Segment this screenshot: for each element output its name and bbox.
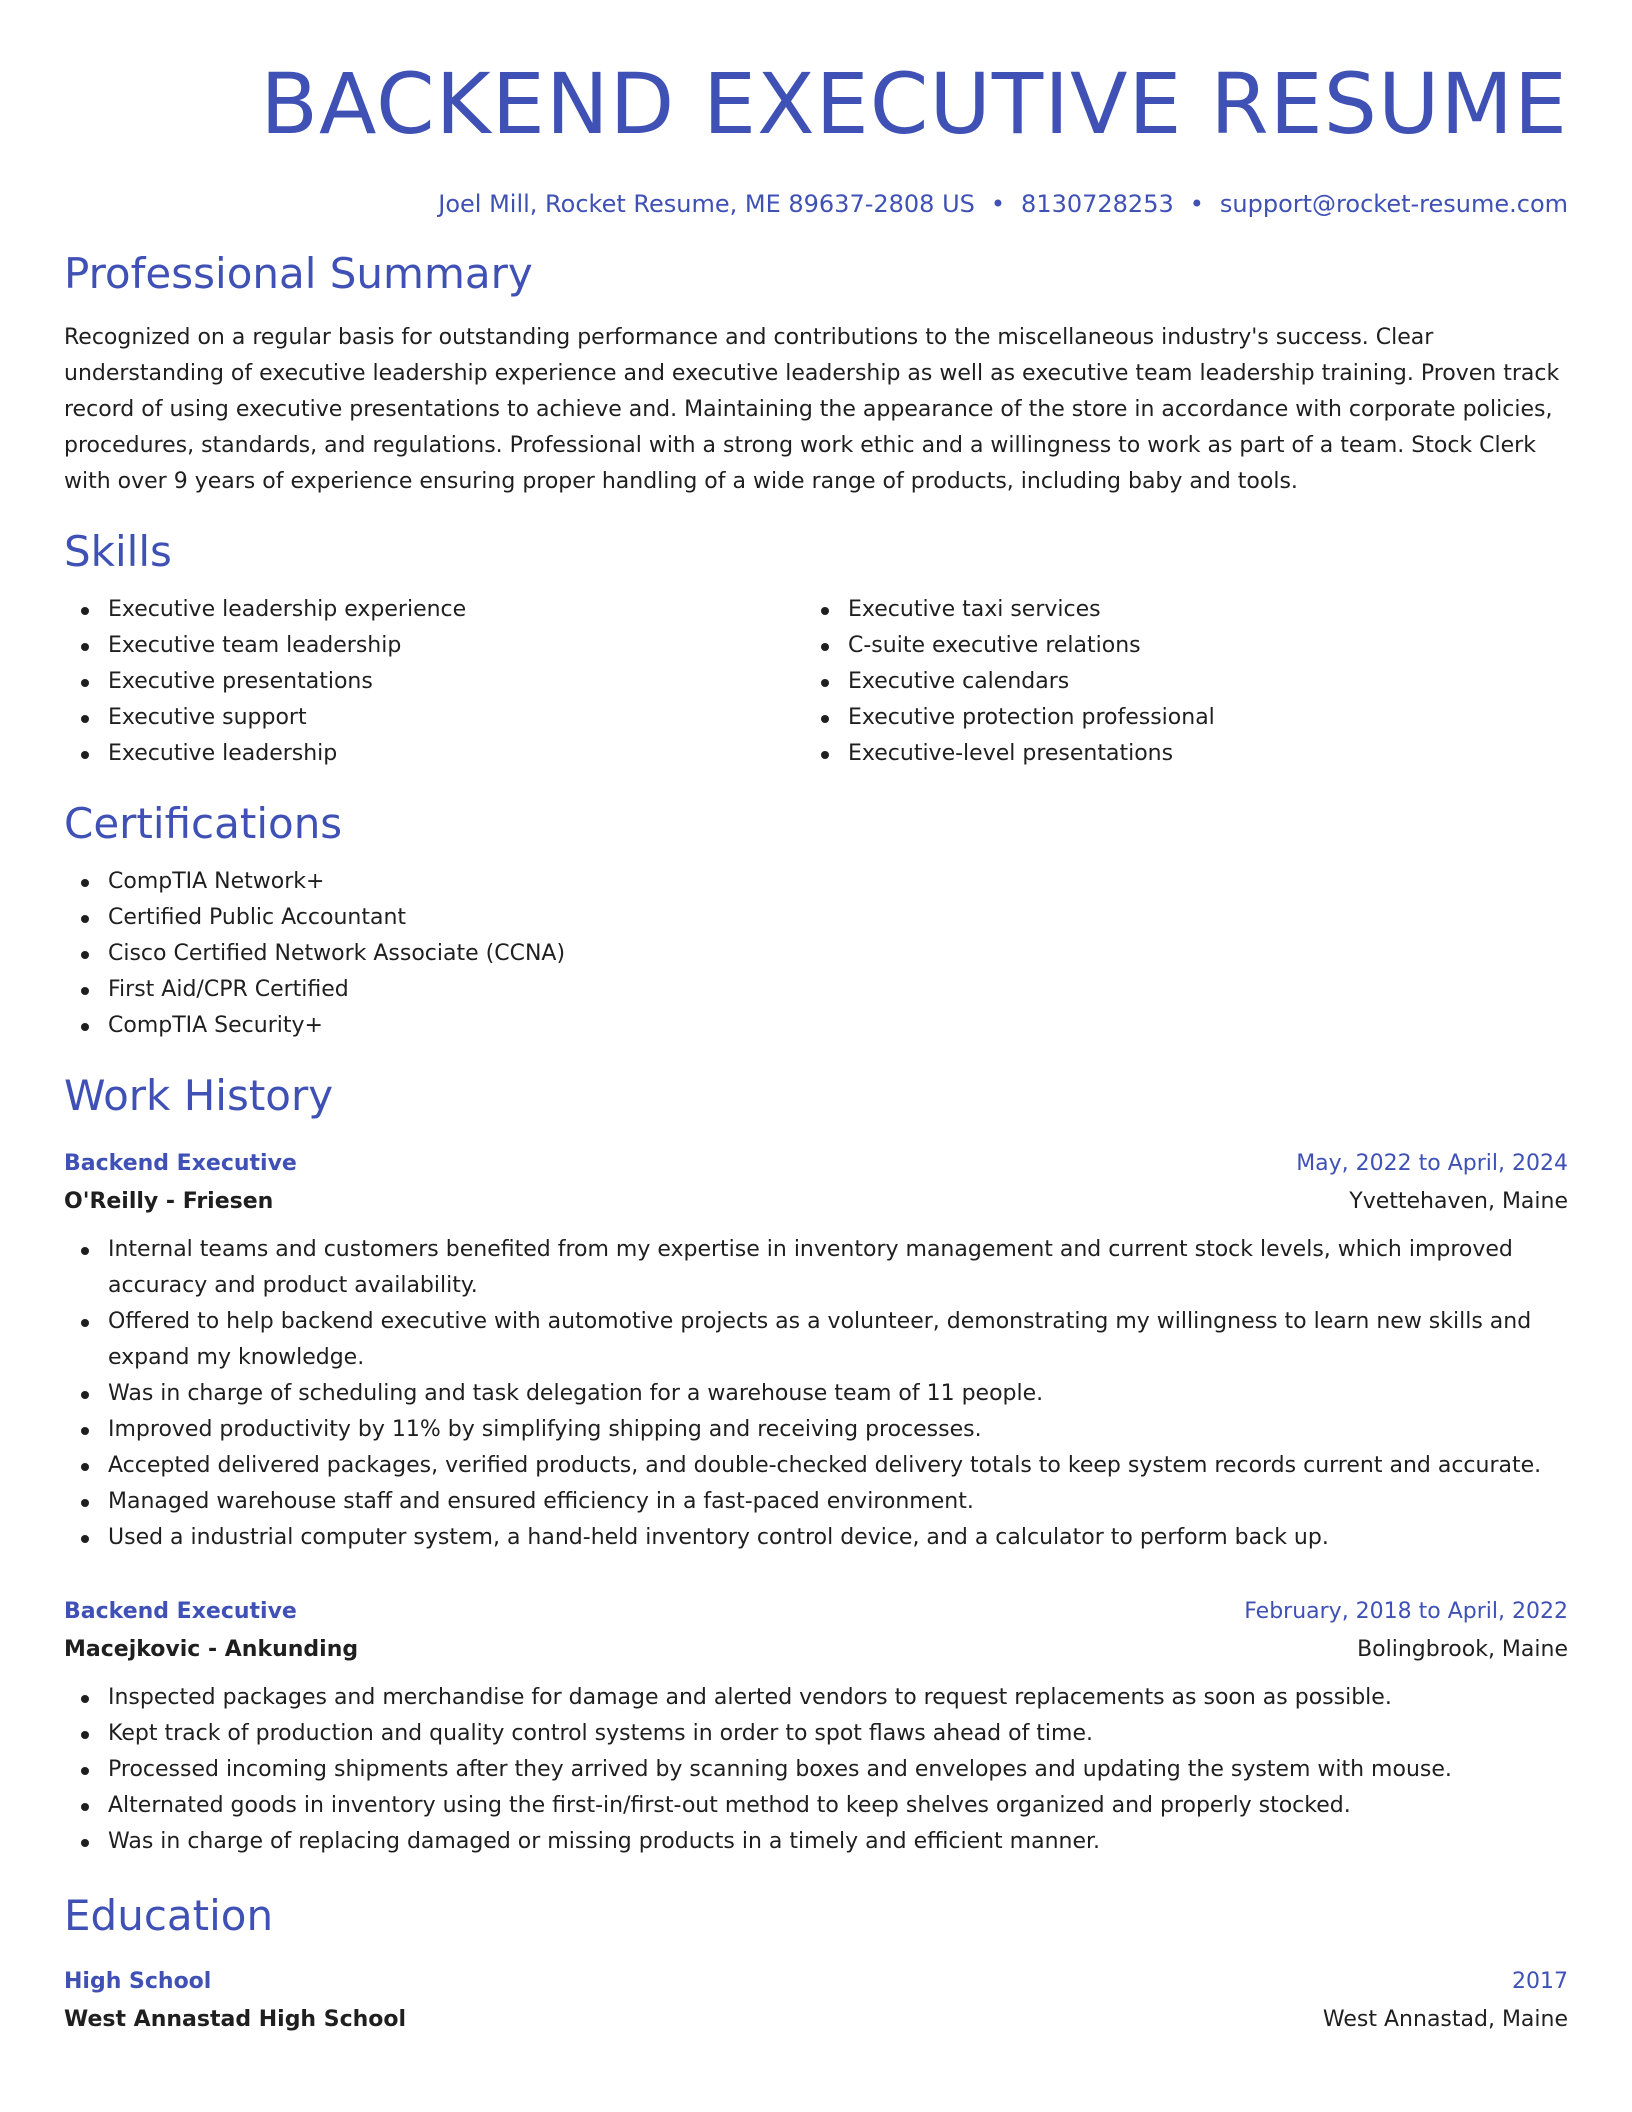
job-duty-item: Offered to help backend executive with automotive projects as a volunteer, demonstrating my willingness to learn new skills and expand my knowledge.: [64, 1304, 1568, 1376]
job-duty-item: Inspected packages and merchandise for damage and alerted vendors to request replacements as soon as possible.: [64, 1680, 1568, 1716]
job-duty-item: Accepted delivered packages, verified products, and double-checked delivery totals to keep system records current and accurate.: [64, 1448, 1568, 1484]
certification-item: CompTIA Security+: [64, 1008, 1568, 1044]
skill-item: Executive protection professional: [804, 700, 1544, 736]
job-company-row: [64, 1630, 1568, 1670]
job-duties-list: [64, 1232, 1568, 1556]
job-company: Macejkovic - Ankunding: [64, 1637, 359, 1662]
skills-columns: [64, 592, 1568, 772]
job-title: Backend Executive: [64, 1599, 297, 1624]
job-entry: [64, 1146, 1568, 1556]
job-header-row: [64, 1594, 1568, 1630]
certifications-list: [64, 864, 1568, 1044]
contact-email[interactable]: support@rocket-resume.com: [1219, 190, 1568, 218]
contact-address: Joel Mill, Rocket Resume, ME 89637-2808 US: [438, 190, 975, 218]
education-section: [64, 1890, 1568, 2040]
job-duty-item: Managed warehouse staff and ensured efficiency in a fast-paced environment.: [64, 1484, 1568, 1520]
job-location: Yvettehaven, Maine: [1349, 1189, 1568, 1214]
skill-item: Executive team leadership: [64, 628, 804, 664]
job-duty-item: Improved productivity by 11% by simplifying shipping and receiving processes.: [64, 1412, 1568, 1448]
certification-item: Certified Public Accountant: [64, 900, 1568, 936]
job-duty-item: Was in charge of scheduling and task delegation for a warehouse team of 11 people.: [64, 1376, 1568, 1412]
education-header-row: [64, 1964, 1568, 2000]
section-title-work-history: Work History: [64, 1071, 334, 1120]
section-title-skills: Skills: [64, 527, 172, 576]
job-duties-list: [64, 1680, 1568, 1860]
contact-separator: •: [1189, 190, 1204, 218]
job-duty-item: Processed incoming shipments after they arrived by scanning boxes and envelopes and updating the system with mouse.: [64, 1752, 1568, 1788]
skill-item: Executive-level presentations: [804, 736, 1544, 772]
job-duty-item: Was in charge of replacing damaged or missing products in a timely and efficient manner.: [64, 1824, 1568, 1860]
section-title-education: Education: [64, 1891, 274, 1940]
skills-section: [64, 526, 1568, 772]
skill-item: Executive taxi services: [804, 592, 1544, 628]
skills-list-left: [64, 592, 804, 772]
summary-section: [64, 248, 1568, 500]
job-duty-item: Used a industrial computer system, a hand-held inventory control device, and a calculator to perform back up.: [64, 1520, 1568, 1556]
job-duty-item: Alternated goods in inventory using the first-in/first-out method to keep shelves organized and properly stocked.: [64, 1788, 1568, 1824]
job-duty-item: Internal teams and customers benefited from my expertise in inventory management and current stock levels, which improved accuracy and product availability.: [64, 1232, 1568, 1304]
skill-item: C-suite executive relations: [804, 628, 1544, 664]
section-title-summary: Professional Summary: [64, 249, 533, 298]
contact-line: [64, 188, 1568, 220]
job-header-row: [64, 1146, 1568, 1182]
certification-item: First Aid/CPR Certified: [64, 972, 1568, 1008]
education-school-row: [64, 2000, 1568, 2040]
education-location: West Annastad, Maine: [1322, 2007, 1568, 2032]
job-company: O'Reilly - Friesen: [64, 1189, 274, 1214]
skill-item: Executive calendars: [804, 664, 1544, 700]
education-degree: High School: [64, 1969, 212, 1994]
education-school: West Annastad High School: [64, 2007, 407, 2032]
certification-item: Cisco Certified Network Associate (CCNA): [64, 936, 1568, 972]
job-company-row: [64, 1182, 1568, 1222]
job-dates: May, 2022 to April, 2024: [1296, 1151, 1568, 1176]
job-duty-item: Kept track of production and quality control systems in order to spot flaws ahead of time.: [64, 1716, 1568, 1752]
certification-item: CompTIA Network+: [64, 864, 1568, 900]
skill-item: Executive leadership: [64, 736, 804, 772]
summary-text: Recognized on a regular basis for outstanding performance and contributions to the miscellaneous industry's success. Clear understanding of executive leadership experience and executive leadership as well as executive team leadership training. Proven track record of using executive presentations to achieve and. Maintaining the appearance of the store in accordance with corporate policies, procedures, standards, and regulations. Professional with a strong work ethic and a willingness to work as part of a team. Stock Clerk with over 9 years of experience ensuring proper handling of a wide range of products, including baby and tools.: [64, 325, 1560, 494]
work-history-section: [64, 1070, 1568, 1860]
skills-list-right: [804, 592, 1544, 772]
certifications-section: [64, 798, 1568, 1044]
education-entry: [64, 1964, 1568, 2040]
education-year: 2017: [1512, 1969, 1568, 1994]
contact-phone: 8130728253: [1021, 190, 1174, 218]
skill-item: Executive presentations: [64, 664, 804, 700]
job-location: Bolingbrook, Maine: [1357, 1637, 1568, 1662]
section-title-certifications: Certifications: [64, 799, 343, 848]
resume-header: [64, 56, 1568, 220]
contact-separator: •: [990, 190, 1006, 218]
resume-title: BACKEND EXECUTIVE RESUME: [260, 55, 1568, 153]
skill-item: Executive support: [64, 700, 804, 736]
job-title: Backend Executive: [64, 1151, 297, 1176]
job-entry: [64, 1594, 1568, 1860]
job-dates: February, 2018 to April, 2022: [1244, 1599, 1568, 1624]
skill-item: Executive leadership experience: [64, 592, 804, 628]
